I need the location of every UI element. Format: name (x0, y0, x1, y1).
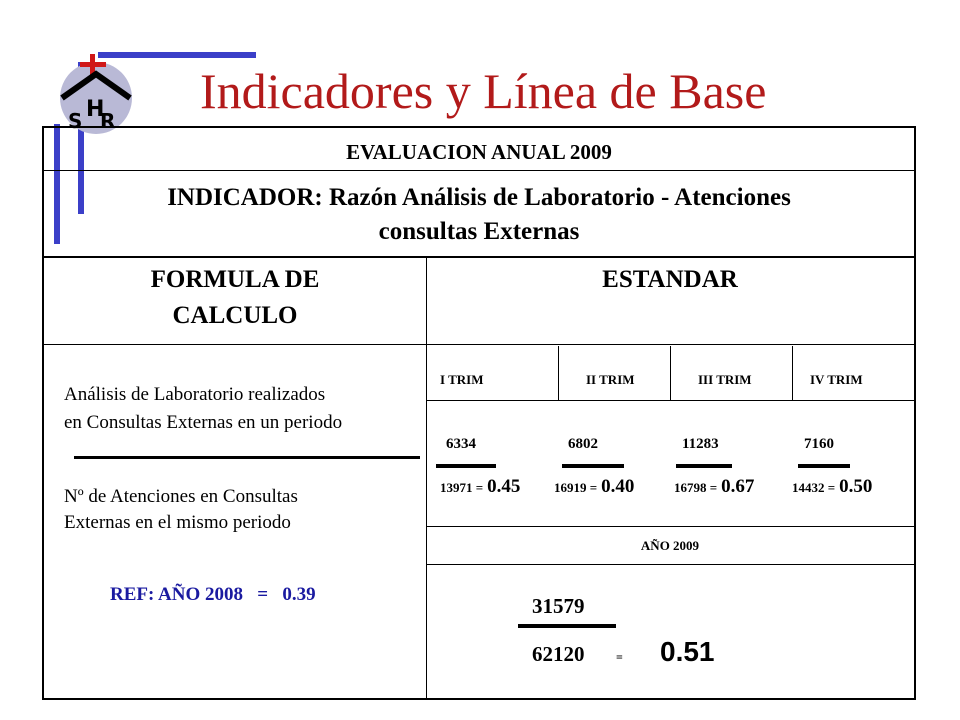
year-equals: = (616, 650, 623, 664)
quarter-ratio-2: 0.40 (601, 476, 635, 497)
quarter-denominator-3: 16798 = (674, 480, 718, 495)
quarter-ratio-4: 0.50 (839, 476, 873, 497)
year-denominator: 62120 (532, 642, 585, 666)
year-label: AÑO 2009 (640, 538, 700, 553)
quarter-ratio-3: 0.67 (721, 476, 755, 497)
quarter-label-4: IV TRIM (810, 372, 863, 387)
quarter-result-3 (674, 476, 754, 498)
fraction-bar (74, 456, 420, 459)
divider-header (44, 170, 914, 171)
numerator-line1: Análisis de Laboratorio realizados (64, 384, 326, 405)
quarter-sep-3 (792, 346, 793, 400)
divider-columns (426, 256, 427, 700)
divider-year-label (426, 564, 914, 565)
quarter-numerator-4: 7160 (804, 436, 834, 452)
year-fraction-bar (518, 624, 616, 628)
standard-header: ESTANDAR (602, 266, 738, 293)
divider-quarter-values (426, 526, 914, 527)
quarter-sep-2 (670, 346, 671, 400)
indicator-title-line2: consultas Externas (378, 218, 580, 245)
divider-quarter-labels (426, 400, 914, 401)
quarter-label-2: II TRIM (586, 372, 635, 387)
quarter-denominator-2: 16919 = (554, 480, 598, 495)
quarter-numerator-1: 6334 (446, 436, 476, 452)
quarter-numerator-2: 6802 (568, 436, 598, 452)
divider-col-headers (44, 344, 914, 345)
quarter-result-4 (792, 476, 872, 498)
indicator-table (42, 126, 916, 700)
divider-indicator (44, 256, 914, 258)
quarter-label-3: III TRIM (698, 372, 752, 387)
slide-title: Indicadores y Línea de Base (200, 63, 767, 119)
indicator-title-line1: INDICADOR: Razón Análisis de Laboratorio - Atenciones (167, 184, 791, 211)
evaluation-header: EVALUACION ANUAL 2009 (346, 140, 612, 164)
denominator-line2: Externas en el mismo periodo (64, 512, 291, 533)
quarter-result-2 (554, 476, 634, 498)
year-numerator: 31579 (532, 594, 585, 618)
reference-value: REF: AÑO 2008 = 0.39 (110, 584, 316, 605)
quarter-bar-4 (798, 464, 850, 468)
quarter-result-1 (440, 476, 520, 498)
quarter-bar-1 (436, 464, 496, 468)
quarter-label-1: I TRIM (440, 372, 484, 387)
quarter-denominator-1: 13971 = (440, 480, 484, 495)
svg-text:S: S (68, 109, 83, 133)
quarter-sep-1 (558, 346, 559, 400)
formula-header-line2: CALCULO (172, 302, 298, 329)
svg-text:H: H (86, 97, 105, 122)
quarter-bar-3 (676, 464, 732, 468)
numerator-line2: en Consultas Externas en un periodo (64, 412, 343, 433)
denominator-line1: Nº de Atenciones en Consultas (64, 486, 298, 507)
year-ratio: 0.51 (660, 636, 715, 667)
quarter-bar-2 (562, 464, 624, 468)
quarter-denominator-4: 14432 = (792, 480, 836, 495)
formula-header-line1: FORMULA DE (150, 266, 320, 293)
svg-text:R: R (100, 109, 116, 133)
quarter-numerator-3: 11283 (682, 436, 719, 452)
quarter-ratio-1: 0.45 (487, 476, 521, 497)
